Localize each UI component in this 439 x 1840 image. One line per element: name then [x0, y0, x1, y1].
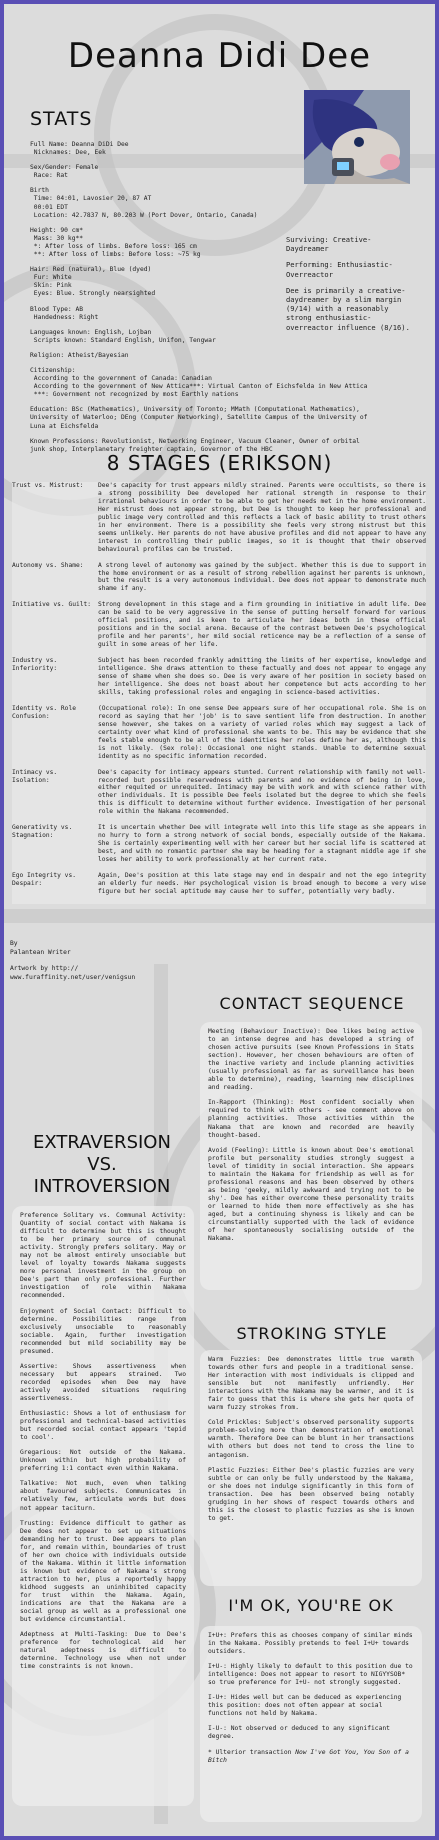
ok-paragraph: I-U-: Not observed or deduced to any significant degree. [208, 1725, 390, 1741]
extraversion-card [12, 1206, 194, 1806]
im-ok-card [200, 1626, 422, 1822]
extraversion-paragraph: Preference Solitary vs. Communal Activity: Quantity of social contact with Nakama is difficult to determine but this is thought to be her primary source of communal activity. Strongly prefers solitary. May or may not be almost entirely unsociable but level of loyalty towards Nakama suggests more personal investment in the group on Dee's part than only professional. Further investigation of role within Nakama recommended. [20, 1212, 186, 1300]
stats-line: Religion: Atheist/Bayesian [30, 351, 129, 359]
im-ok-heading: I'M OK, YOU'RE OK [228, 1596, 394, 1615]
stage-label: Industry vs. Inferiority: [12, 657, 58, 673]
stroking-paragraph: Plastic Fuzzies: Either Dee's plastic fuzzies are very subtle or can only be fully understood by the Nakama, or she does not indulge significantly in this form of transaction. Dee has been observed being notably grudging in her shows of respect towards others and this is the closest to plastic fuzzies as she is known to get. [208, 1466, 414, 1522]
contact-paragraph: Meeting (Behaviour Inactive): Dee likes being active to an intense degree and has developed a string of chosen active pursuits (see Known Professions in Stats section). However, her chosen behaviours are often of the inactive variety and include planning activities (usually professional as far as surveillance has been able to determine), reading, learning new disciplines and reading. [208, 1028, 414, 1092]
erikson-stage-row [12, 705, 426, 761]
background-bar [4, 909, 435, 923]
by-label: By [10, 940, 18, 947]
stats-line: 00:01 EDT [30, 203, 68, 211]
stats-group [30, 352, 375, 360]
temperament-summary: Dee is primarily a creative-daydreamer by a slim margin (9/14) with a reasonably strong enthusiastic-overreactor influence (8/16). [286, 285, 410, 332]
extraversion-heading-line: VS. [87, 1154, 117, 1175]
contact-paragraph: Avoid (Feeling): Little is known about Dee's emotional profile but personality studies strongly suggest a level of timidity in social interaction. She appears to maintain the Nakama for friendship as well as for professional reasons and has been observed by others as being 'geeky, mildly awkward and trying not to be shy'. Dee has either overcome these personality traits or learned to hide them more effectively as she has aged, but a continuing shyness is likely and can be circumstantially supported with the lack of evidence of her spontaneously socialising outside of the Nakama. [208, 1146, 414, 1243]
stats-line: Skin: Pink [30, 282, 72, 290]
stats-group [30, 187, 375, 219]
stats-line: According to the government of Canada: Canadian [30, 375, 212, 383]
ok-paragraph: I+U+: Prefers this as chooses company of similar minds in the Nakama. Possibly pretends to feel I+U+ towards outsiders. [208, 1632, 413, 1656]
erikson-stage-row [12, 601, 426, 649]
author-credit [10, 940, 160, 957]
contact-sequence-card [200, 1022, 422, 1290]
stage-description: Strong development in this stage and a firm grounding in initiative in adult life. Dee can be said to be very aggressive in the sense of putting herself forward for various official positions, and is keen to articulate her ideas both in these official positions and in the social arena. Because of the contrast between Dee's psychological profile and her parents', her mild social reticence may be a reflection of a sense of guilt in some areas of her life. [98, 601, 426, 649]
extraversion-heading-line: INTROVERSION [33, 1176, 171, 1197]
erikson-stage-row [12, 482, 426, 554]
erikson-stage-row [12, 824, 426, 864]
stage-label: Generativity vs. Stagnation: [12, 824, 73, 840]
stats-line: Birth [30, 187, 49, 195]
artwork-link[interactable]: www.furaffinity.net/user/venigsun [10, 973, 136, 981]
artwork-credit [10, 965, 160, 982]
stats-line: Scripts known: Standard English, Unifon, Tengwar [30, 336, 216, 344]
erikson-stage-row [12, 562, 426, 594]
footnote-prefix: * Ulterior transaction [208, 1748, 296, 1756]
stroking-paragraph: Warm Fuzzies: Dee demonstrates little true warmth towards other furs and people in a traditional sense. Her interaction with most individuals is clipped and sensible but not manifestly unfriendly. Her interactions with the Nakama may be warmer, and it is fair to guess that this is where she gets her quota of warm fuzzy strokes from. [208, 1356, 414, 1412]
erikson-stage-row [12, 657, 426, 697]
stroking-style-card [200, 1350, 422, 1586]
stage-label: Autonomy vs. Shame: [12, 561, 84, 569]
stats-line: Known Professions: Revolutionist, Networking Engineer, Vacuum Cleaner, Owner of orbital junk shop, Interplanetary freighter captain, Governor of the HBC [30, 437, 364, 453]
author-name: Palantean Writer [10, 948, 71, 956]
stage-label: Initiative vs. Guilt: [12, 601, 92, 609]
erikson-stage-row [12, 769, 426, 817]
erikson-heading: 8 STAGES (ERIKSON) [106, 451, 333, 475]
stats-line: Nicknames: Dee, Eek [30, 149, 106, 157]
stats-line: Languages known: English, Lojban [30, 328, 152, 336]
ok-paragraph: I-U+: Hides well but can be deduced as experiencing this position: does not often appear at social functions not held by Nakama. [208, 1694, 402, 1718]
stats-line: According to the government of New Attica***: Virtual Canton of Eichsfelda in New Attica [30, 383, 368, 391]
temperament-note [286, 235, 414, 339]
stats-line: Time: 04:01, Lavosier 20, 87 AT [30, 195, 152, 203]
credits [10, 940, 160, 990]
stroking-style-heading: STROKING STYLE [236, 1324, 388, 1343]
stroking-paragraph: Cold Prickles: Subject's observed personality supports problem-solving more than demonstration of emotional warmth. Therefore Dee can be blunt in her transactions with others but does not tend to cross the line to antagonism. [208, 1419, 414, 1459]
stage-description: Dee's capacity for trust appears mildly strained. Parents were occultists, so there is a strong possibility Dee developed her rational strength in response to their irrational behaviours in order to be able to get her needs met in the home environment. Her mistrust does not appear strong, but Dee is thought to keep her professional and public image very controlled and this reflects a lack of basic ability to trust others in her environment. There is a possibility she feels very strong mistrust but this seems unlikely. Her parents do not have abusive profiles and did not appear to have any interest in controlling their public images, so it is thought that their observed behavioural profiles can be trusted. [98, 482, 426, 553]
stats-line: Blood Type: AB [30, 305, 84, 313]
stage-description: Dee's capacity for intimacy appears stunted. Current relationship with family not well-recorded but possible reservedness with parents and no evidence of being in love, either requited or unrequited. Intimacy may be with work and with science rather with other individuals. It is possible Dee feels isolated but the degree to which she feels this is difficult to determine without further evidence. Investigation of her personal role within the Nakama recommended. [98, 768, 426, 816]
extraversion-paragraph: Enthusiastic: Shows a lot of enthusiasm for professional and technical-based activities but recorded social contact appears 'tepid to cool'. [20, 1410, 186, 1442]
rat-portrait-image [304, 90, 410, 184]
extraversion-paragraph: Gregarious: Not outside of the Nakama. Unknown within but high probability of preferring 1:1 contact even within Nakama. [20, 1449, 186, 1473]
stats-line: **: After loss of limbs: Before loss: ~75 kg [30, 251, 201, 259]
stats-line: ***: Government not recognized by most Earthly nations [30, 391, 239, 399]
stage-description: Subject has been recorded frankly admitting the limits of her expertise, knowledge and intelligence. She draws attention to these factually and does not appear to engage any sense of shame when she does so. Dee is very aware of her position in society based on her intelligence. She does not boast about her competence but acts according to her skills, taking professional roles and engaging in science-based activities. [98, 657, 426, 696]
stats-line: Race: Rat [30, 172, 68, 180]
stats-heading: STATS [30, 108, 93, 130]
stage-description: Again, Dee's position at this late stage may end in despair and not the ego integrity an elderly fur needs. Her psychological vision is broad enough to become a very wise figure but her social aptitude may cause her to suffer, potentially very badly. [98, 872, 426, 895]
stats-line: Citizenship: [30, 366, 76, 374]
extraversion-paragraph: Assertive: Shows assertiveness when necessary but appears strained. Two recorded episodes when Dee may have actively avoided situations requiring assertiveness. [20, 1362, 186, 1402]
stats-group [30, 406, 375, 430]
extraversion-paragraph: Adeptness at Multi-Tasking: Due to Dee's preference for technological aid her natural adeptness is difficult to determine. Technology use when not under time constraints is not known. [20, 1631, 186, 1671]
stats-line: Education: BSc (Mathematics), University of Toronto; MMath (Computational Mathematics), University of Waterloo; DEng (Computer Networking), Satellite Campus of the University of Luna at Eichsfelda [30, 406, 372, 430]
im-ok-text [208, 1632, 414, 1772]
stats-line: Height: 90 cm* [30, 226, 84, 234]
stats-line: Eyes: Blue. Strongly nearsighted [30, 290, 156, 298]
stage-label: Intimacy vs. Isolation: [12, 768, 58, 784]
footnote-title: Now I've Got You, You Son of a Bitch [208, 1748, 409, 1764]
stage-description: (Occupational role): In one sense Dee appears sure of her occupational role. She is on record as saying that her 'job' is to save sentient life from destruction. In another sense however, she takes on a variety of varied roles which may suggest a lack of certainty over what kind of professional she wants to be. This may be evidence that she feels stable enough to be all of the identities her roles define her as, although this is not likely. (Sex role): Occasional one night stands. Unable to determine sexual identity as no specific information recorded. [98, 704, 426, 760]
extraversion-text [20, 1212, 186, 1678]
ok-footnote [208, 1749, 414, 1765]
stats-line: Sex/Gender: Female [30, 164, 99, 172]
performing-style: Performing: Enthusiastic-Overreactor [286, 260, 393, 279]
contact-paragraph: In-Rapport (Thinking): Most confident socially when required to think with others - see comment above on planning activities. Those activities within the Nakama that are known and recorded are heavily thought-based. [208, 1099, 414, 1139]
stage-label: Ego Integrity vs. Despair: [12, 872, 76, 887]
contact-sequence-heading: CONTACT SEQUENCE [219, 994, 405, 1013]
extraversion-heading-line: EXTRAVERSION [33, 1132, 171, 1153]
character-sheet [4, 4, 435, 1836]
stats-line: *: After loss of limbs. Before loss: 165 cm [30, 242, 197, 250]
surviving-style: Surviving: Creative-Daydreamer [286, 235, 372, 254]
artwork-label: Artwork by http:// [10, 965, 79, 972]
stats-line: Full Name: Deanna DiDi Dee [30, 141, 129, 148]
extraversion-paragraph: Talkative: Not much, even when talking about favoured subjects. Communicates in relatively few, articulate words but does not appear taciturn. [20, 1480, 186, 1512]
character-portrait [304, 90, 410, 184]
stroking-style-text [208, 1356, 414, 1530]
stats-line: Mass: 30 kg** [30, 234, 84, 242]
stage-label: Trust vs. Mistrust: [12, 482, 84, 489]
stage-description: A strong level of autonomy was gained by the subject. Whether this is due to support in the home environment or as a result of strong rebellion against her parents is unknown, but the result is a very autonomous individual. Dee does not appear to demonstrate much shame if any. [98, 561, 426, 593]
extraversion-paragraph: Enjoyment of Social Contact: Difficult to determine. Possibilities range from exclusively unsociable to reasonably sociable. Again, further investigation recommended but mild sociability may be presumed. [20, 1307, 186, 1355]
stats-line: Hair: Red (natural), Blue (dyed) [30, 266, 152, 274]
stats-group [30, 367, 375, 399]
stats-line: Location: 42.7837 N, 80.203 W (Port Dover, Ontario, Canada) [30, 211, 258, 219]
stats-line: Handedness: Right [30, 313, 99, 321]
erikson-stage-row [12, 872, 426, 896]
ok-paragraph: I+U-: Highly likely to default to this position due to intelligence: Does not appear to resort to NIGYYSOB* so true preference for I+U- not strongly suggested. [208, 1663, 413, 1687]
stage-description: It is uncertain whether Dee will integrate well into this life stage as she appears in no hurry to form a strong network of social bonds, especially outside of the Nakama. She is certainly experimenting well with her career but her social life is scattered at best, and with no romantic partner she may be heading for a stagnant middle age if she loses her ability to work professionally at her current rate. [98, 824, 426, 864]
extraversion-heading [12, 1132, 192, 1198]
contact-sequence-text [208, 1028, 414, 1250]
page-title: Deanna Didi Dee [67, 36, 372, 76]
extraversion-paragraph: Trusting: Evidence difficult to gather as Dee does not appear to set up situations demanding her to trust. Dee appears to plan for, and remain within, boundaries of trust of her own choice with individuals outside of the Nakama. Within it little information is known but evidence of Nakama's strong attraction to her, plus a reportedly happy kidhood suggests an uninhibited capacity for trust within the Nakama. Again, indications are that the Nakama are a social group as well as a professional one but evidence circumstantial. [20, 1519, 186, 1624]
stats-line: Fur: White [30, 274, 72, 282]
erikson-stages-table [12, 482, 426, 904]
stage-label: Identity vs. Role Confusion: [12, 704, 76, 720]
